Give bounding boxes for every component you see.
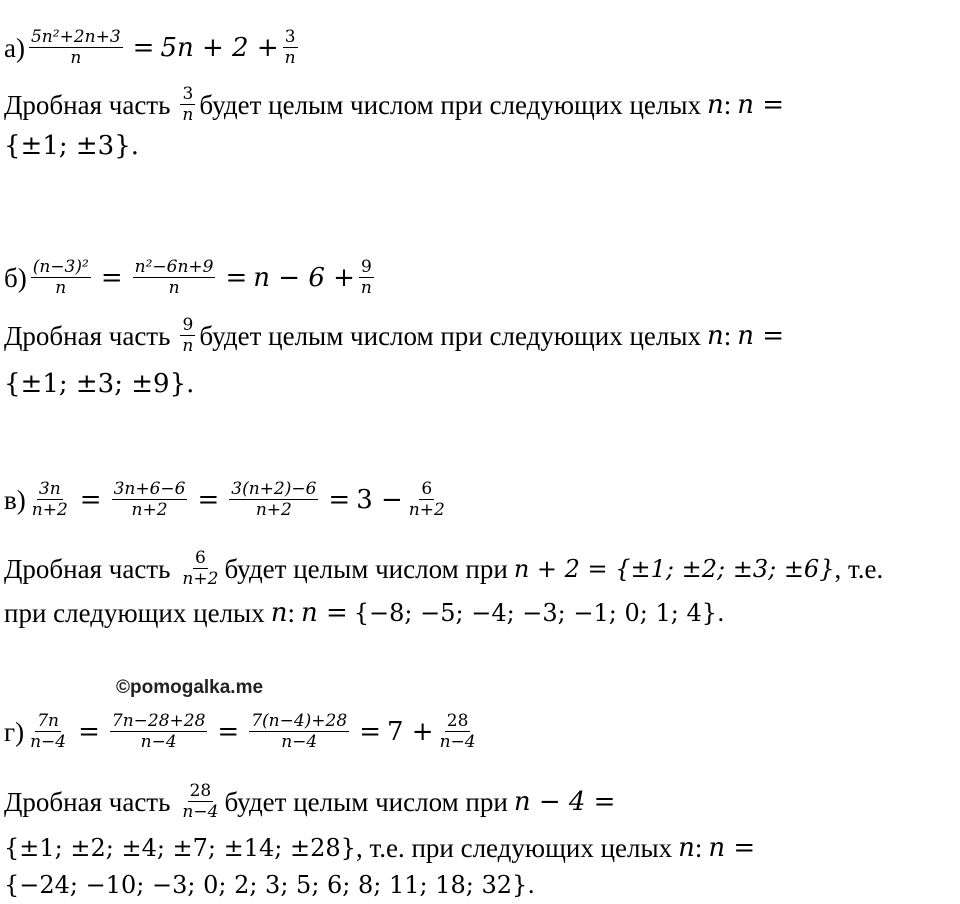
fraction: $\frac{7n}{n-4}$ [30,711,67,752]
set-a: {±1; ±3}. [4,131,140,161]
fraction: $\frac{\text{n²−6n+9}}{n}$ [134,257,214,298]
variable: n [270,598,288,628]
condition: n + 2 = {±1; ±2; ±3; ±6} [513,554,835,583]
set-v: при следующих целых n : n = {−8; −5; −4; −3; −1; 0; 1; 4}. [4,598,725,628]
text: будет целым числом при [224,553,508,584]
fraction: $\frac{9}{n}$ [360,257,372,298]
fraction: $\frac{3n}{n+2}$ [31,479,68,520]
text: Дробная часть [4,786,171,817]
label-a: а) [4,32,25,63]
label-g: г) [4,716,25,747]
fraction: $\frac{3(n+2)-6}{n+2}$ [231,479,317,520]
fraction: $\frac{6}{n+2}$ [182,548,219,589]
text: будет целым числом при следующих целых [199,89,702,120]
set-g-1: {±1; ±2; ±4; ±7; ±14; ±28} , т.е. при следующих целых n : n = [4,833,756,863]
fraction: $\frac{28}{n-4}$ [182,781,219,822]
fraction: $\frac{\text{5n²+2n+3}}{n}$ [30,27,121,68]
variable-eq: n = [737,89,785,120]
equation-b: б) $\frac{\text{(n−3)²}}{n}$ = $\frac{\text{n²−6n+9}}{n}$ = n − 6 + $\frac{9}{n}$ [4,257,372,298]
text: при следующих целых [4,598,265,628]
variable: n [678,833,695,863]
variable: n [707,89,724,120]
rhs: 7 + [386,716,434,747]
rhs: 5n + 2 + [160,32,279,63]
text: Дробная часть [4,89,171,120]
fraction: $\frac{3n+6-6}{n+2}$ [113,479,186,520]
set-b: {±1; ±3; ±9}. [4,369,195,399]
condition: n − 4 = [513,786,616,817]
rhs: n − 6 + [253,262,355,293]
fraction: $\frac{6}{n+2}$ [408,479,445,520]
equation-g: г) $\frac{7n}{n-4}$ = $\frac{7n-28+28}{n-4}$ = $\frac{7(n-4)+28}{n-4}$ = 7 + $\frac{28}{n-4}$ [4,711,476,752]
statement-v [4,548,883,589]
label-v: в) [4,484,26,515]
fraction: $\frac{9}{n}$ [182,315,194,356]
label-b: б) [4,262,27,293]
watermark: ©pomogalka.me [116,677,264,698]
rhs: 3 − [356,484,403,515]
text: , т.е. при следующих целых [355,833,673,863]
statement-b: Дробная часть $\frac{9}{n}$ будет целым числом при следующих целых n : n = [4,315,785,356]
fraction: $\frac{3}{n}$ [284,27,296,68]
fraction: $\frac{7(n-4)+28}{n-4}$ [251,711,348,752]
variable-eq: n = [708,833,756,863]
fraction: $\frac{3}{n}$ [182,84,194,125]
set-g-2: {−24; −10; −3; 0; 2; 3; 5; 6; 8; 11; 18; 32}. [4,871,535,899]
text: будет целым числом при следующих целых [199,320,702,351]
text: Дробная часть [4,320,171,351]
fraction: $\frac{28}{n-4}$ [439,711,476,752]
variable-eq: n = [300,598,348,628]
text: Дробная часть [4,553,171,584]
equation-v: в) $\frac{3n}{n+2}$ = $\frac{3n+6-6}{n+2}$ = $\frac{3(n+2)-6}{n+2}$ = 3 − $\frac{6}{n+2}$ [4,479,445,520]
statement-g [4,781,615,822]
text: будет целым числом при [224,786,508,817]
variable: n [707,320,724,351]
statement-a: Дробная часть $\frac{3}{n}$ будет целым числом при следующих целых n : n = [4,84,785,125]
variable-eq: n = [737,320,785,351]
text: , т.е. [834,553,884,584]
fraction: $\frac{\text{(n−3)²}}{n}$ [32,257,89,298]
fraction: $\frac{7n-28+28}{n-4}$ [111,711,206,752]
equation-a: а) $\frac{\text{5n²+2n+3}}{n}$ = 5n + 2 + $\frac{3}{n}$ [4,27,296,68]
